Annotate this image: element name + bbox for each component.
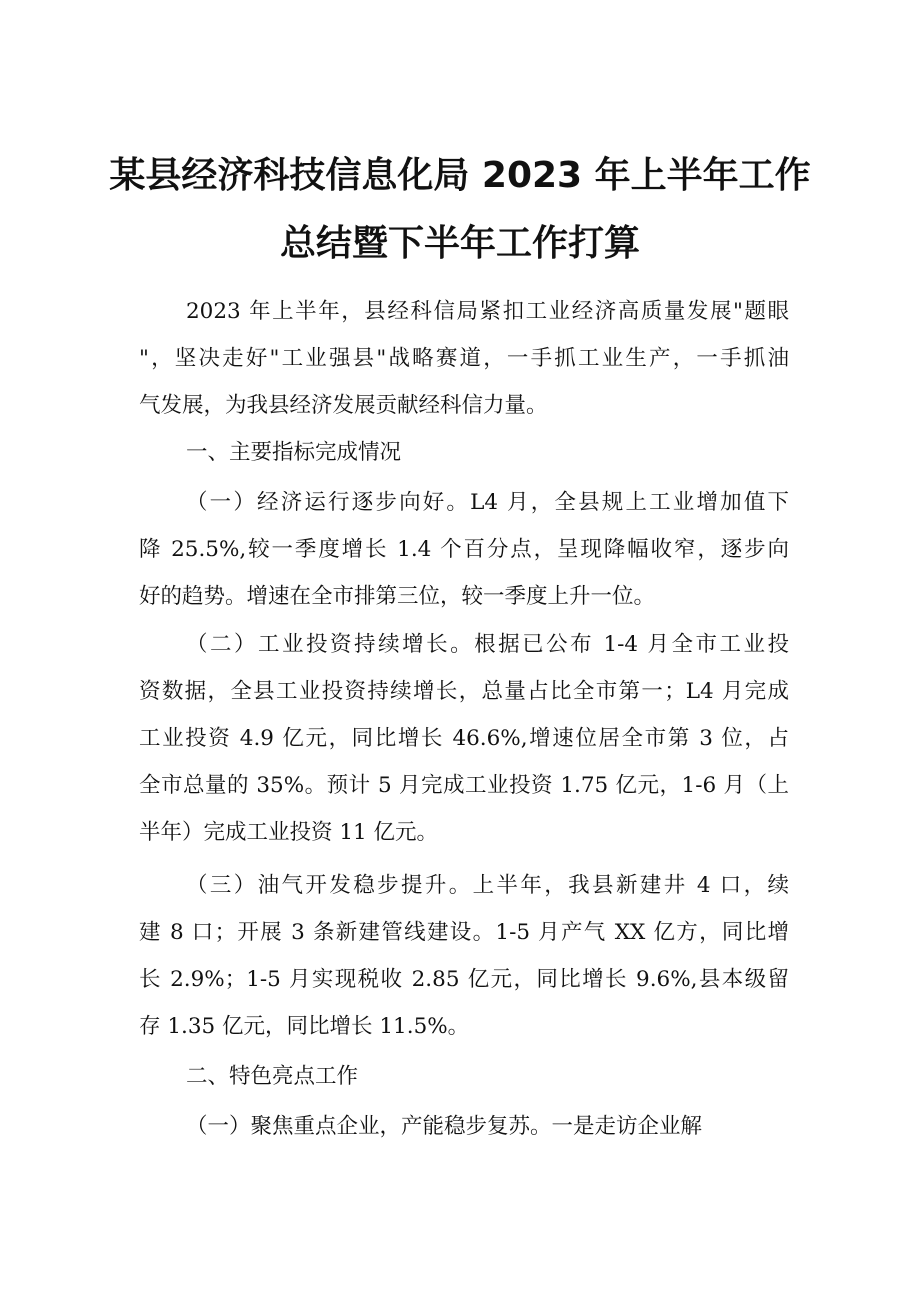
body-text-line: 好的趋势。增速在全市排第三位，较一季度上升一位。	[139, 584, 656, 609]
body-text-line: "，坚决走好"工业强县"战略赛道，一手抓工业生产，一手抓油	[139, 346, 789, 371]
body-text-line: 2023 年上半年，县经科信局紧扣工业经济高质量发展"题眼	[186, 299, 789, 324]
body-text-line: 半年）完成工业投资 11 亿元。	[139, 820, 439, 845]
body-text-line: 资数据，全县工业投资持续增长，总量占比全市第一；L4 月完成	[139, 679, 789, 704]
body-text-line: 存 1.35 亿元，同比增长 11.5%。	[139, 1014, 470, 1039]
body-text-line: （二）工业投资持续增长。根据已公布 1-4 月全市工业投	[186, 632, 789, 657]
body-text-line: 全市总量的 35%。预计 5 月完成工业投资 1.75 亿元，1-6 月（上	[139, 773, 789, 798]
body-text-line: 降 25.5%,较一季度增长 1.4 个百分点，呈现降幅收窄，逐步向	[139, 537, 789, 562]
body-text-line: （一）聚焦重点企业，产能稳步复苏。一是走访企业解	[186, 1114, 703, 1139]
body-text-line: 工业投资 4.9 亿元，同比增长 46.6%,增速位居全市第 3 位，占	[139, 726, 789, 751]
body-text-line: 建 8 口；开展 3 条新建管线建设。1-5 月产气 XX 亿方，同比增	[139, 920, 789, 945]
body-text-line: 长 2.9%；1-5 月实现税收 2.85 亿元，同比增长 9.6%,县本级留	[139, 967, 789, 992]
section-heading: 二、特色亮点工作	[186, 1064, 359, 1089]
body-text-line: 气发展，为我县经济发展贡献经科信力量。	[139, 393, 548, 418]
document-title-line-2: 总结暨下半年工作打算	[279, 223, 640, 264]
document-title-line-1: 某县经济科技信息化局 2023 年上半年工作	[109, 155, 811, 196]
body-text-line: （一）经济运行逐步向好。L4 月，全县规上工业增加值下	[186, 490, 789, 515]
section-heading: 一、主要指标完成情况	[186, 440, 402, 465]
body-text-line: （三）油气开发稳步提升。上半年，我县新建井 4 口，续	[186, 873, 789, 898]
